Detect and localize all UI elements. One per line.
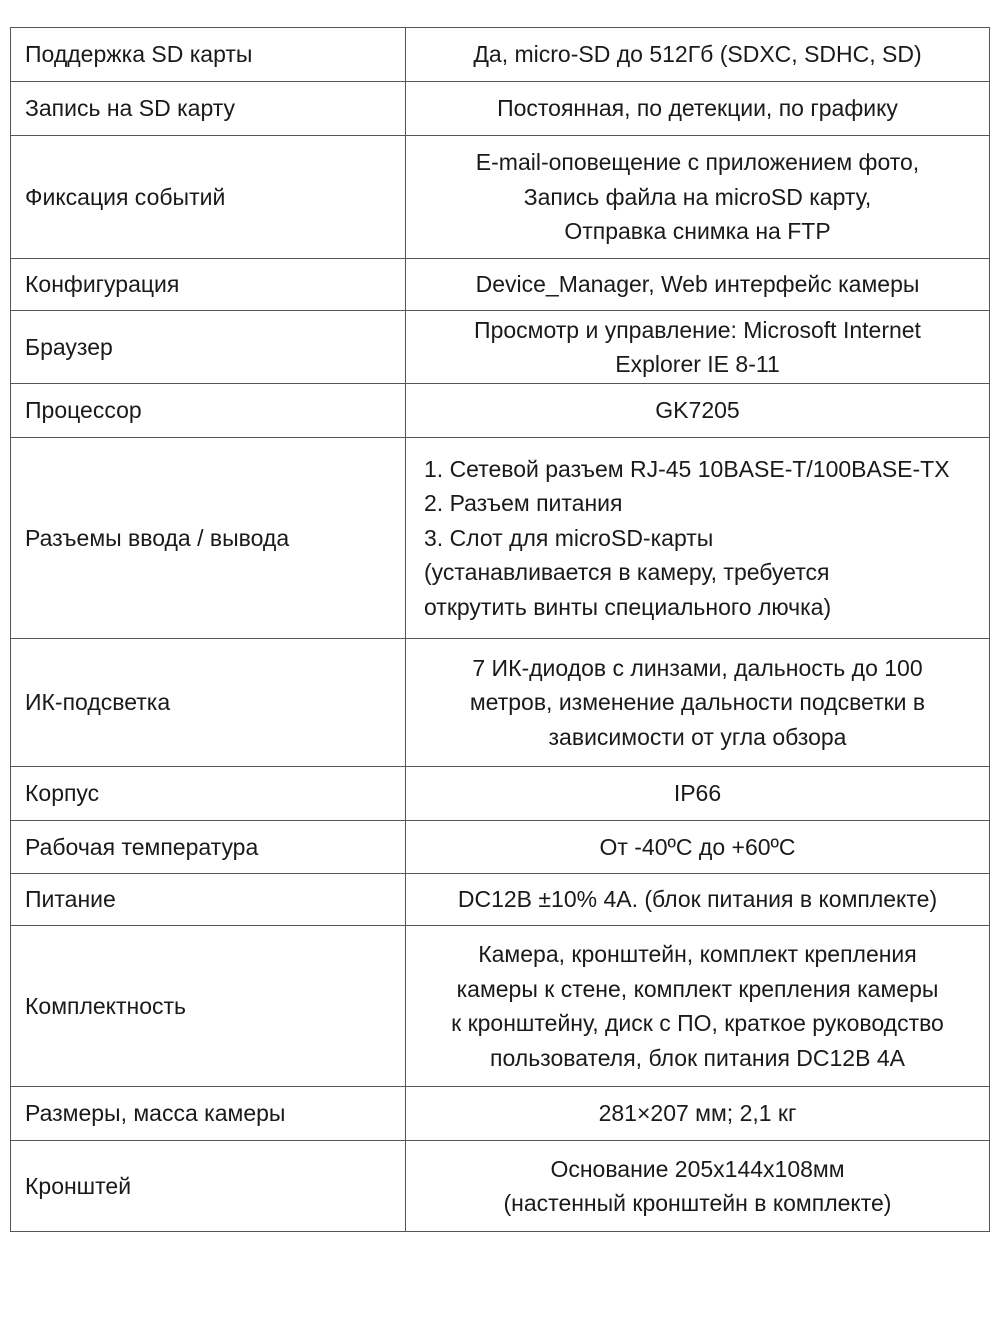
row-label: Процессор	[11, 384, 406, 438]
row-label: Размеры, масса камеры	[11, 1087, 406, 1141]
value-line: (устанавливается в камеру, требуется	[424, 559, 830, 586]
value-line: к кронштейну, диск с ПО, краткое руководство	[451, 1010, 944, 1036]
value-line: Отправка снимка на FTP	[564, 218, 831, 245]
spec-table	[10, 27, 990, 1232]
table-row	[11, 767, 990, 821]
row-value	[406, 311, 990, 384]
value-line: Device_Manager, Web интерфейс камеры	[475, 271, 920, 298]
row-value	[406, 82, 990, 136]
value-line: Да, micro-SD до 512Гб (SDXC, SDHC, SD)	[473, 41, 922, 68]
row-value	[406, 1141, 990, 1232]
table-row	[11, 1141, 990, 1232]
row-value	[406, 767, 990, 821]
value-line: Запись файла на microSD карту,	[523, 183, 872, 210]
table-row	[11, 136, 990, 259]
value-line: (настенный кронштейн в комплекте)	[503, 1190, 892, 1216]
row-value	[406, 821, 990, 874]
row-label: Запись на SD карту	[11, 82, 406, 136]
row-value	[406, 384, 990, 438]
table-row	[11, 259, 990, 311]
row-label: Конфигурация	[11, 259, 406, 311]
value-line: От -40ºС до +60ºС	[599, 833, 796, 860]
row-label: Поддержка SD карты	[11, 28, 406, 82]
table-row	[11, 438, 990, 639]
row-value	[406, 136, 990, 259]
table-row	[11, 1087, 990, 1141]
value-line: 1. Сетевой разъем RJ-45 10BASE-T/100BASE-TX	[424, 455, 950, 482]
value-line: 281×207 мм; 2,1 кг	[598, 1100, 797, 1127]
table-row	[11, 639, 990, 767]
value-line: 7 ИК-диодов с линзами, дальность до 100	[472, 654, 923, 681]
value-line: метров, изменение дальности подсветки в	[469, 689, 926, 716]
value-line: пользователя, блок питания DC12В 4А	[490, 1044, 905, 1071]
value-line: 3. Слот для microSD-карты	[424, 524, 714, 551]
value-line: камеры к стене, комплект крепления камеры	[456, 975, 939, 1002]
row-label: Комплектность	[11, 926, 406, 1087]
value-line: E-mail-оповещение с приложением фото,	[475, 149, 920, 176]
table-row	[11, 82, 990, 136]
value-line: GK7205	[655, 397, 740, 424]
row-value	[406, 259, 990, 311]
row-value	[406, 1087, 990, 1141]
row-value	[406, 926, 990, 1087]
row-label: Браузер	[11, 311, 406, 384]
row-label: ИК-подсветка	[11, 639, 406, 767]
value-line: DC12В ±10% 4А. (блок питания в комплекте)	[457, 886, 938, 913]
value-line: Постоянная, по детекции, по графику	[497, 95, 898, 122]
row-value	[406, 874, 990, 926]
value-line: Просмотр и управление: Microsoft Internet	[474, 316, 921, 343]
row-value	[406, 639, 990, 767]
table-row	[11, 821, 990, 874]
row-value	[406, 28, 990, 82]
table-row	[11, 926, 990, 1087]
row-value	[406, 438, 990, 639]
row-label: Корпус	[11, 767, 406, 821]
value-line: 2. Разъем питания	[424, 490, 623, 517]
row-label: Рабочая температура	[11, 821, 406, 874]
table-row	[11, 28, 990, 82]
value-line: Основание 205х144х108мм	[550, 1155, 845, 1182]
value-line: IP66	[673, 780, 722, 807]
row-label: Разъемы ввода / вывода	[11, 438, 406, 639]
row-label: Фиксация событий	[11, 136, 406, 259]
row-label: Питание	[11, 874, 406, 926]
value-line: Explorer IE 8-11	[615, 351, 780, 377]
value-line: Камера, кронштейн, комплект крепления	[478, 941, 917, 967]
table-row	[11, 384, 990, 438]
table-row	[11, 874, 990, 926]
value-line: открутить винты специального лючка)	[424, 593, 832, 620]
row-label: Кронштей	[11, 1141, 406, 1232]
table-row	[11, 311, 990, 384]
value-line: зависимости от угла обзора	[548, 723, 847, 750]
